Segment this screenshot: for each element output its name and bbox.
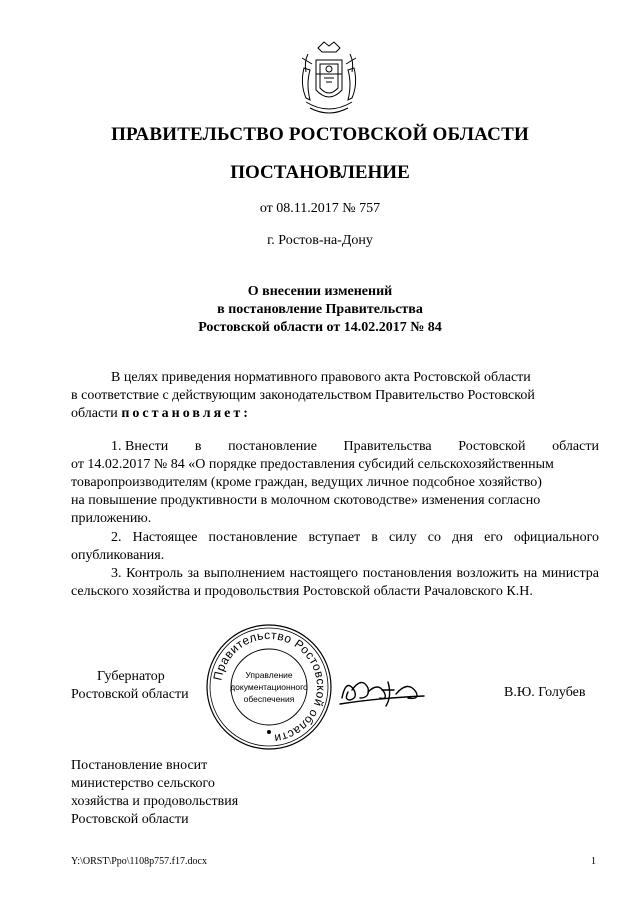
document-city: г. Ростов-на-Дону xyxy=(267,233,373,248)
item-1-word: области xyxy=(552,439,599,454)
footer-page-number: 1 xyxy=(591,856,596,867)
item-1-line: товаропроизводителям (кроме граждан, ведущих личное подсобное хозяйство) xyxy=(71,475,542,490)
item-1-word: Ростовской xyxy=(458,439,526,454)
issuer-line: Ростовской области xyxy=(71,812,189,827)
signatory-position-line: Губернатор xyxy=(97,669,165,684)
coat-of-arms-emblem xyxy=(296,38,362,120)
issuer-line: хозяйства и продовольствия xyxy=(71,794,239,809)
signatory-position-line: Ростовской области xyxy=(71,687,189,702)
stamp-inner-line: обеспечения xyxy=(243,694,295,704)
item-1-word: 1. Внести xyxy=(111,439,169,454)
stamp-inner-line: документационного xyxy=(230,682,308,692)
preamble-line: в соответствие с действующим законодательством Правительство Ростовской xyxy=(71,388,535,403)
item-1-word: в xyxy=(194,439,202,454)
issuer-line: Постановление вносит xyxy=(71,758,208,773)
signatory-position xyxy=(71,668,189,704)
organization-name: ПРАВИТЕЛЬСТВО РОСТОВСКОЙ ОБЛАСТИ xyxy=(111,124,529,145)
preamble-line: В целях приведения нормативного правового акта Ростовской области xyxy=(111,370,531,385)
decree-word: постановляет: xyxy=(121,406,251,421)
item-1-line: приложению. xyxy=(71,511,152,526)
preamble-line-start: области xyxy=(71,406,122,421)
item-1-line: от 14.02.2017 № 84 «О порядке предоставления субсидий сельскохозяйственным xyxy=(71,457,554,472)
item-1-word: Правительства xyxy=(343,439,432,454)
title-line: в постановление Правительства xyxy=(217,302,423,317)
issuer-note xyxy=(71,757,238,829)
stamp-ring-text: Правительство Ростовской области xyxy=(210,627,329,746)
preamble-paragraph xyxy=(71,369,599,423)
document-title xyxy=(0,283,640,337)
handwritten-signature xyxy=(338,668,428,712)
signatory-name: В.Ю. Голубев xyxy=(504,685,586,700)
document-type: ПОСТАНОВЛЕНИЕ xyxy=(230,162,410,183)
item-3-paragraph: 3. Контроль за выполнением настоящего постановления возложить на министра сельского хозяйства и продовольствия Ростовской области Рачаловского К.Н. xyxy=(71,566,599,599)
stamp-inner-line: Управление xyxy=(245,670,293,680)
footer-file-path: Y:\ORST\Ppo\1108p757.f17.docx xyxy=(71,856,207,867)
item-1-line: на повышение продуктивности в молочном скотоводстве» изменения согласно xyxy=(71,493,541,508)
item-1-line xyxy=(71,438,599,456)
title-line: О внесении изменений xyxy=(247,284,393,299)
item-1-word: постановление xyxy=(228,439,317,454)
item-1-paragraph xyxy=(71,438,599,528)
issuer-line: министерство сельского xyxy=(71,776,215,791)
title-line: Ростовской области от 14.02.2017 № 84 xyxy=(198,320,442,335)
preamble-line xyxy=(71,405,599,423)
official-seal-stamp xyxy=(204,622,334,752)
document-date-number: от 08.11.2017 № 757 xyxy=(259,201,381,216)
item-2-paragraph: 2. Настоящее постановление вступает в силу со дня его официального опубликования. xyxy=(71,530,599,563)
